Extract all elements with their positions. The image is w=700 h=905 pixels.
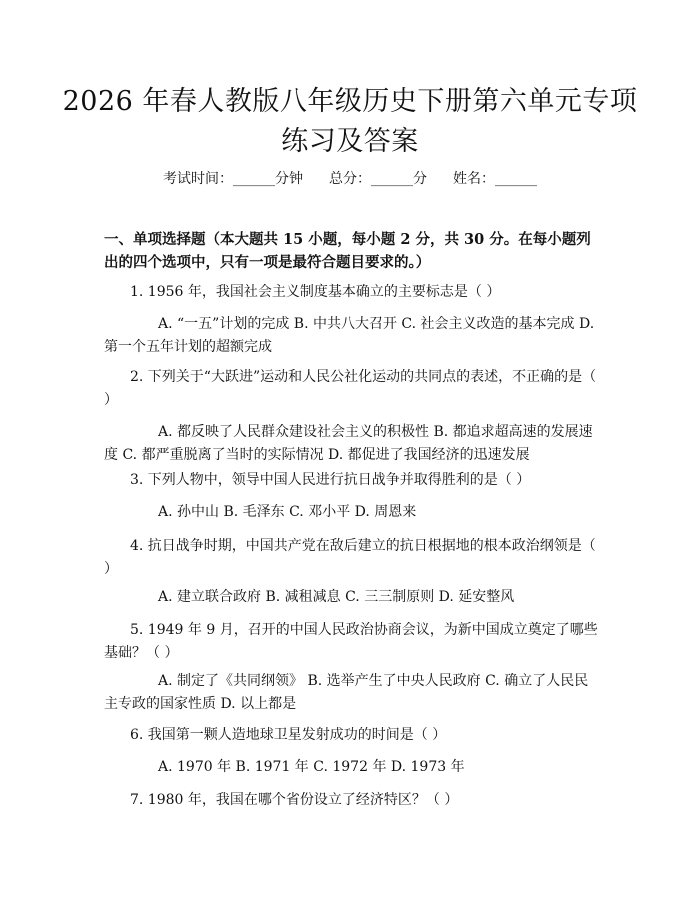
- question-stem: 6. 我国第一颗人造地球卫星发射成功的时间是（ ）: [130, 727, 447, 743]
- question-options: A. “一五”计划的完成 B. 中共八大召开 C. 社会主义改造的基本完成 D. 第一个五年计划的超额完成: [104, 316, 595, 355]
- question-stem: 4. 抗日战争时期，中国共产党在敌后建立的抗日根据地的根本政治纲领是（ ）: [104, 538, 596, 577]
- exam-time-field: 考试时间：______分钟: [163, 171, 303, 187]
- question-options: A. 制定了《共同纲领》 B. 选举产生了中央人民政府 C. 确立了人民民主专政的国家性质 D. 以上都是: [104, 673, 589, 712]
- question-options: A. 孙中山 B. 毛泽东 C. 邓小平 D. 周恩来: [158, 504, 417, 520]
- exam-meta: [0, 168, 700, 188]
- total-score-field: 总分：______分: [329, 171, 427, 187]
- question-stem: 3. 下列人物中，领导中国人民进行抗日战争并取得胜利的是（ ）: [130, 472, 531, 488]
- question-stem: 2. 下列关于“大跃进”运动和人民公社化运动的共同点的表述，不正确的是（ ）: [104, 369, 597, 408]
- question-options: A. 都反映了人民群众建设社会主义的积极性 B. 都追求超高速的发展速度 C. 都严重脱离了当时的实际情况 D. 都促进了我国经济的迅速发展: [104, 424, 593, 463]
- question-stem: 5. 1949 年 9 月，召开的中国人民政治协商会议，为新中国成立奠定了哪些基础？（ ）: [104, 622, 598, 661]
- document-title: 2026 年春人教版八年级历史下册第六单元专项练习及答案: [62, 86, 638, 157]
- question-stem: 7. 1980 年，我国在哪个省份设立了经济特区？（ ）: [130, 792, 459, 808]
- question-options: A. 1970 年 B. 1971 年 C. 1972 年 D. 1973 年: [158, 759, 465, 775]
- section-heading: 一、单项选择题（本大题共 15 小题，每小题 2 分，共 30 分。在每小题列出的四个选项中，只有一项是最符合题目要求的。）: [104, 231, 591, 271]
- name-field: 姓名：______: [453, 171, 537, 187]
- question-options: A. 建立联合政府 B. 减租减息 C. 三三制原则 D. 延安整风: [158, 589, 515, 605]
- question-stem: 1. 1956 年，我国社会主义制度基本确立的主要标志是（ ）: [130, 284, 501, 300]
